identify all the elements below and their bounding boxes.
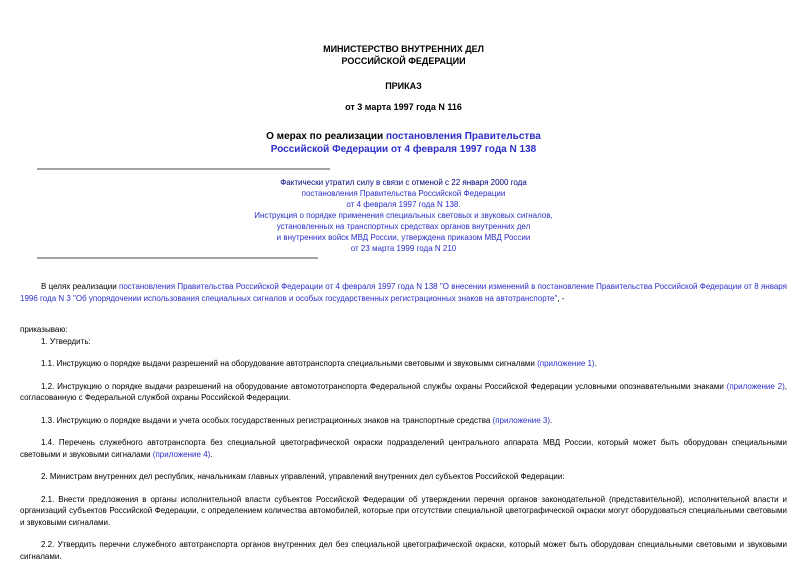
text-segment: О мерах по реализации [266,131,386,142]
annotation-link-line[interactable]: Инструкция о порядке применения специальных световых и звуковых сигналов, [254,211,553,220]
ministry-name [20,43,787,67]
text-segment: 2.2. Утвердить перечни служебного автотранспорта органов внутренних дел без специальной цветографической окраски, который может быть оборудован специальными световыми и звуковыми сигналами. [20,540,787,561]
text-segment: 1. Утвердить: [41,336,91,346]
paragraph [20,471,787,483]
doc-link[interactable]: (приложение 3) [492,415,551,425]
paragraph [20,281,787,304]
doc-title [20,130,787,156]
paragraph [20,358,787,370]
document-body [20,281,787,562]
doc-link[interactable]: постановления Правительства Российской Федерации от 4 февраля 1997 года N 138 "О внесении изменений в постановление Правительства Российской Федерации от 8 января 1996 года N 3 "Об упорядочении использования специальных сигналов и особых государственных регистрационных знаков на автотранспорте" [20,282,787,303]
text-segment: . [210,449,213,459]
text-segment: 1.3. Инструкцию о порядке выдачи и учета особых государственных регистрационных знаков на транспортные средства [41,415,493,425]
paragraph [20,336,787,348]
ministry-name-line2: РОССИЙСКОЙ ФЕДЕРАЦИИ [341,56,466,66]
annotation-link-line[interactable]: от 4 февраля 1997 года N 138. [346,200,461,209]
doc-link[interactable]: (приложение 2) [726,381,785,391]
paragraph [20,494,787,529]
annotation-link-line[interactable]: постановления Правительства Российской Федерации [301,189,506,198]
separator-line-bottom [37,257,318,259]
text-segment: , - [557,293,565,303]
text-segment: 1.1. Инструкцию о порядке выдачи разрешений на оборудование автотранспорта специальными световыми и звуковыми сигналами [41,359,538,368]
text-segment: В целях реализации [41,282,120,291]
doc-link[interactable]: постановления Правительства [385,131,541,142]
text-segment: 1.2. Инструкцию о порядке выдачи разрешений на оборудование автомототранспорта Федеральной службы охраны Российской Федерации условными опознавательными знаками [41,381,727,391]
doc-date: от 3 марта 1997 года N 116 [345,102,462,112]
text-segment: 2. Министрам внутренних дел республик, начальникам главных управлений, управлений внутренних дел субъектов Российской Федерации: [41,472,565,481]
paragraph [20,381,787,404]
annotation-block [20,177,787,254]
text-segment: 2.1. Внести предложения в органы исполнительной власти субъектов Российской Федерации об утверждении перечня органов законодательной (представительной), исполнительной власти и организаций субъектов Российской Федерации, с определением количества автомобилей, которые при отсутствии специальной цветографической окраски могут оборудоваться специальными световыми и звуковыми сигналами. [20,494,787,527]
doc-type: ПРИКАЗ [385,81,422,91]
text-segment: . [594,359,597,368]
text-segment: 1.4. Перечень служебного автотранспорта без специальной цветографической окраски подразделений центрального аппарата МВД России, который может быть оборудован специальными световыми и звуковыми сигналами [20,438,787,459]
text-segment: приказываю: [20,325,68,334]
separator-line-top [37,168,330,170]
annotation-note-line: Фактически утратил силу в связи с отменой с 22 января 2000 года [280,178,527,187]
paragraph [20,539,787,562]
annotation-link-line[interactable]: установленных на транспортных средствах органов внутренних дел [276,222,531,231]
paragraph [20,415,787,427]
paragraph [20,437,787,460]
text-segment: . [550,415,553,425]
doc-link[interactable]: Российской Федерации от 4 февраля 1997 года N 138 [270,144,537,155]
ministry-name-line1: МИНИСТЕРСТВО ВНУТРЕННИХ ДЕЛ [323,44,484,54]
doc-link[interactable]: (приложение 4) [152,449,211,459]
paragraph [20,324,787,336]
text-segment: , согласованную с Федеральной службой охраны Российской Федерации. [20,381,787,402]
annotation-link-line[interactable]: от 23 марта 1999 года N 210 [350,244,457,253]
doc-link[interactable]: (приложение 1) [537,359,595,368]
annotation-link-line[interactable]: и внутренних войск МВД России, утверждена приказом МВД России [276,233,531,242]
